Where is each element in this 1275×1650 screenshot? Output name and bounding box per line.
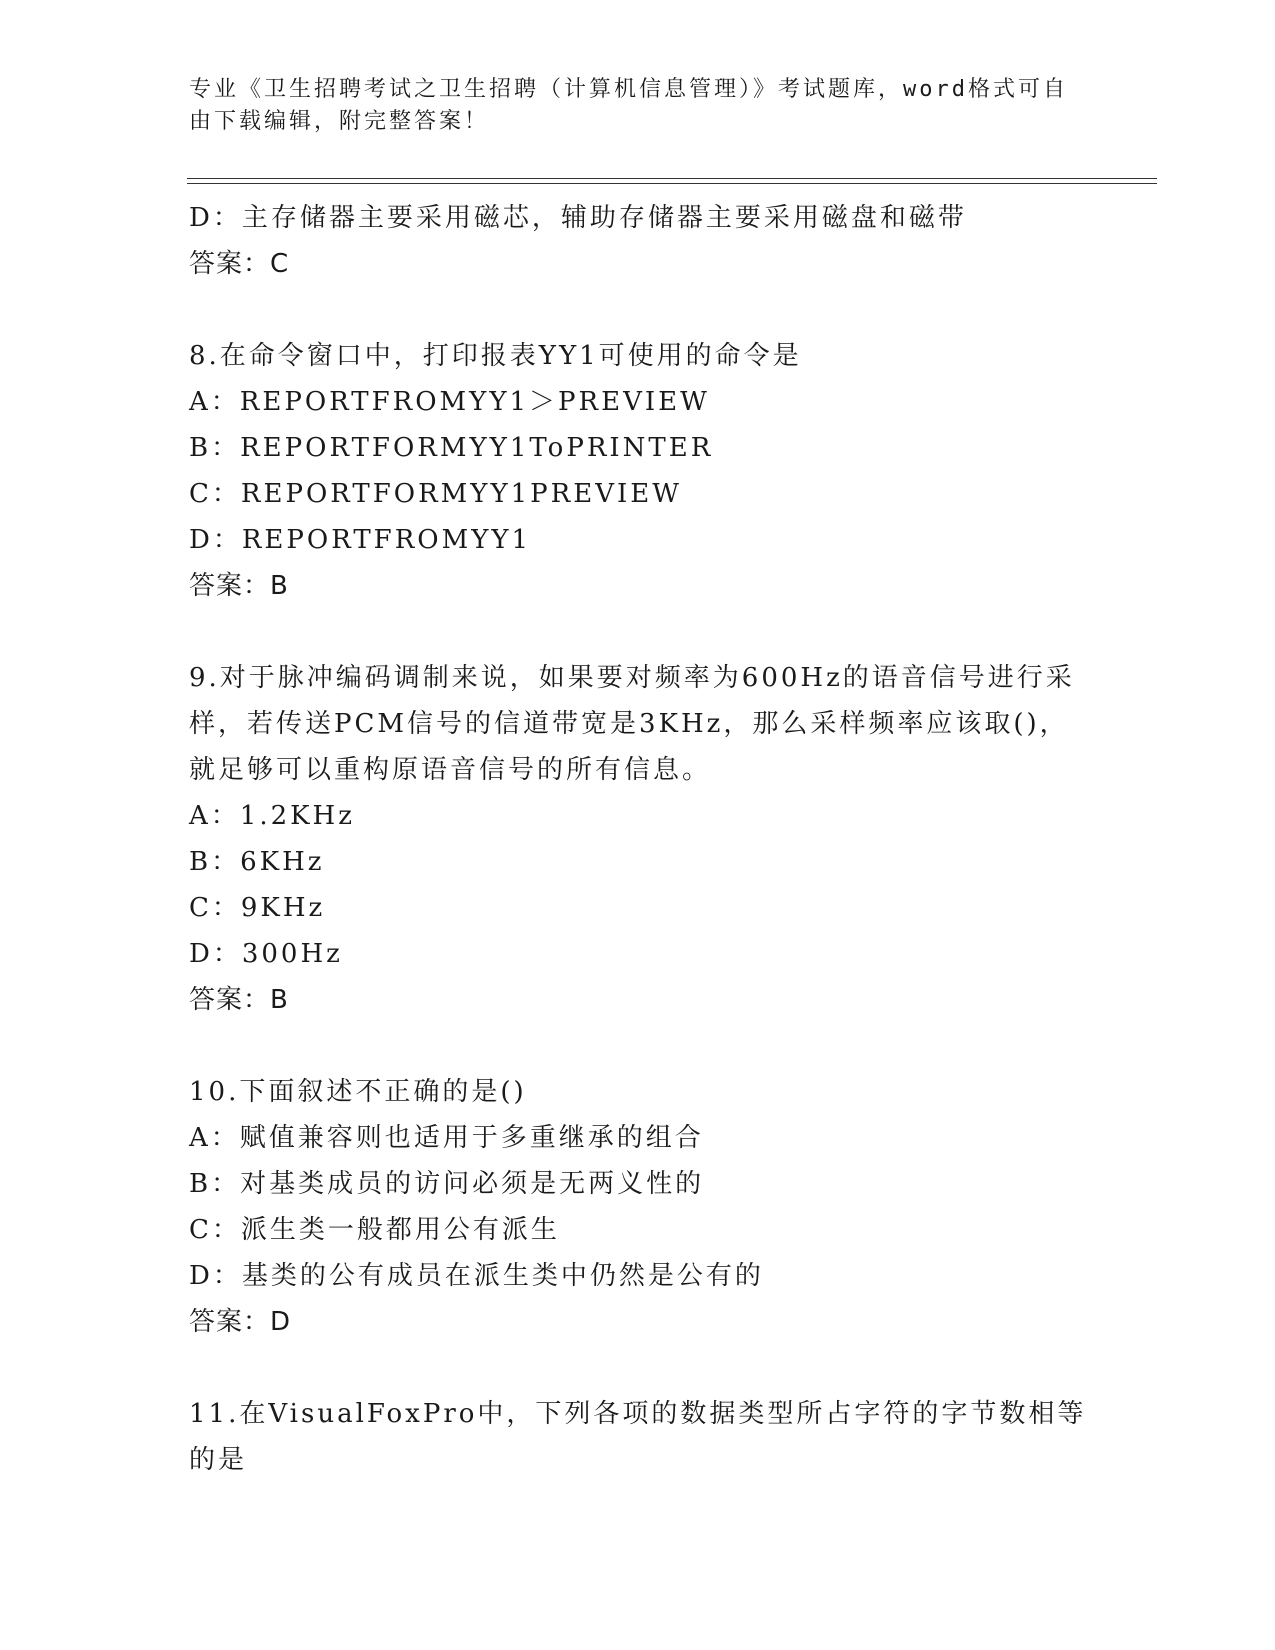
question-content	[189, 195, 1089, 1483]
question-9-text: 9.对于脉冲编码调制来说，如果要对频率为600Hz的语音信号进行采样，若传送PCM信号的信道带宽是3KHz，那么采样频率应该取()，就足够可以重构原语音信号的所有信息。	[189, 663, 1075, 785]
question-10-option-c: C：派生类一般都用公有派生	[189, 1215, 560, 1245]
question-10-option-d: D：基类的公有成员在派生类中仍然是公有的	[189, 1261, 764, 1291]
question-11	[189, 1391, 1089, 1483]
question-8-option-a: A：REPORTFROMYY1＞PREVIEW	[189, 387, 710, 417]
page-header: 专业《卫生招聘考试之卫生招聘（计算机信息管理）》考试题库，word格式可自由下载编辑，附完整答案！	[189, 77, 1068, 134]
prev-answer: 答案：C	[189, 249, 290, 279]
question-11-text: 11.在VisualFoxPro中，下列各项的数据类型所占字符的字节数相等的是	[189, 1399, 1087, 1475]
question-10-text: 10.下面叙述不正确的是()	[189, 1077, 527, 1107]
question-9-option-b: B：6KHz	[189, 847, 325, 877]
question-10	[189, 1069, 1089, 1345]
question-8	[189, 333, 1089, 609]
question-10-option-a: A：赋值兼容则也适用于多重继承的组合	[189, 1123, 704, 1153]
header-rule-top	[187, 178, 1157, 179]
question-8-option-c: C：REPORTFORMYY1PREVIEW	[189, 479, 682, 509]
question-9-option-d: D：300Hz	[189, 939, 343, 969]
question-9-option-a: A：1.2KHz	[189, 801, 355, 831]
question-8-option-d: D：REPORTFROMYY1	[189, 525, 532, 555]
question-8-answer: 答案：B	[189, 571, 289, 601]
question-9-option-c: C：9KHz	[189, 893, 326, 923]
question-10-option-b: B：对基类成员的访问必须是无两义性的	[189, 1169, 705, 1199]
question-10-answer: 答案：D	[189, 1307, 292, 1337]
prev-option-d: D：主存储器主要采用磁芯，辅助存储器主要采用磁盘和磁带	[189, 203, 967, 233]
question-9-answer: 答案：B	[189, 985, 289, 1015]
question-8-text: 8.在命令窗口中，打印报表YY1可使用的命令是	[189, 341, 802, 371]
question-9	[189, 655, 1089, 1023]
header-rule-bottom	[187, 183, 1157, 184]
question-8-option-b: B：REPORTFORMYY1ToPRINTER	[189, 433, 714, 463]
